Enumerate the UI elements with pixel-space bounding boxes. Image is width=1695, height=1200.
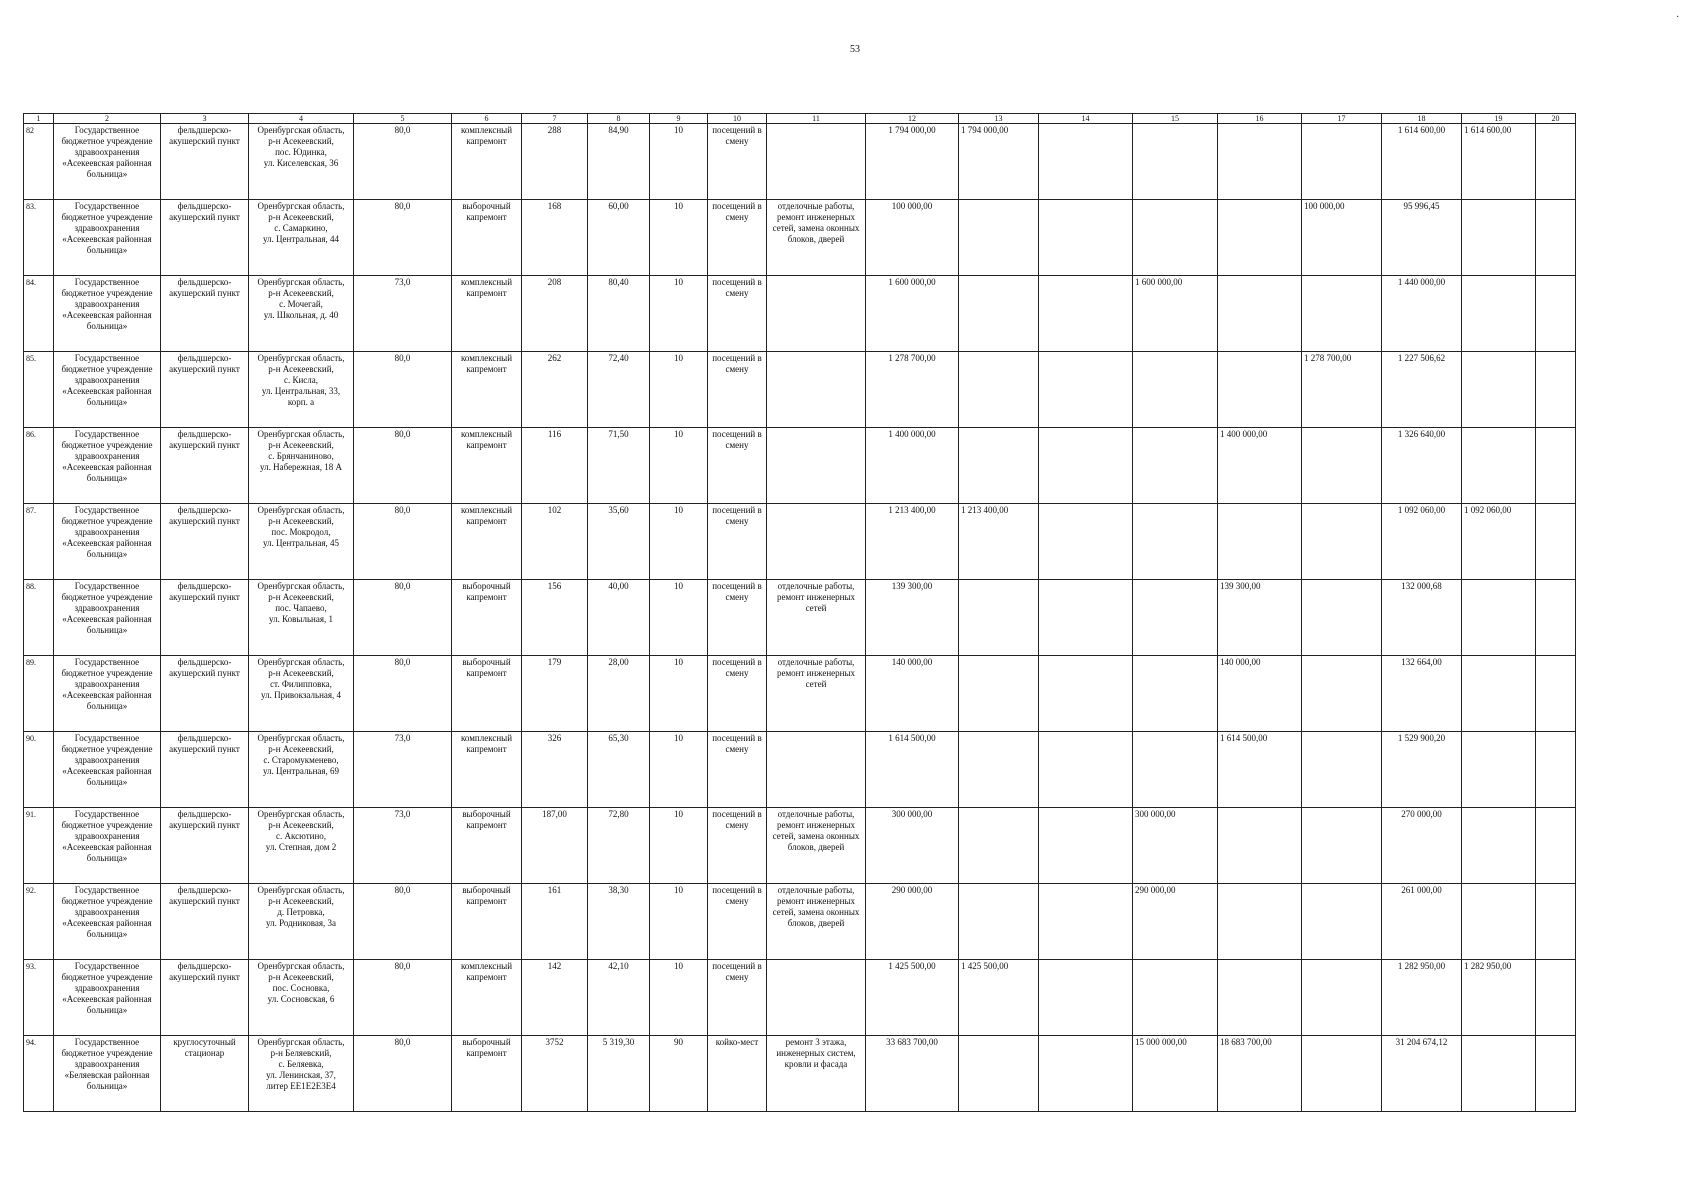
total-amount: 1 213 400,00	[866, 504, 959, 580]
wear-percent: 80,0	[354, 960, 452, 1036]
capacity: 10	[650, 352, 708, 428]
facility-type: фельдшерско- акушерский пункт	[161, 124, 249, 200]
amount-col-13	[959, 580, 1039, 656]
total-amount: 140 000,00	[866, 656, 959, 732]
repair-type: выборочный капремонт	[452, 1036, 522, 1112]
amount-col-14	[1039, 656, 1133, 732]
amount-col-14	[1039, 732, 1133, 808]
wear-percent: 80,0	[354, 200, 452, 276]
amount-col-13	[959, 428, 1039, 504]
total-amount: 300 000,00	[866, 808, 959, 884]
amount-col-17	[1302, 656, 1382, 732]
facility-type: фельдшерско- акушерский пункт	[161, 428, 249, 504]
institution-name: Государственное бюджетное учреждение здравоохранения «Беляевская районная больница»	[54, 1036, 161, 1112]
column-number-6: 6	[452, 114, 522, 124]
capacity: 10	[650, 808, 708, 884]
table-row	[24, 200, 1576, 276]
amount-col-18: 1 529 900,20	[1382, 732, 1462, 808]
table-row	[24, 504, 1576, 580]
area-or-visits: 179	[522, 656, 588, 732]
capacity: 10	[650, 960, 708, 1036]
page-number: 53	[850, 44, 860, 55]
works-description	[767, 504, 866, 580]
amount-col-13: 1 425 500,00	[959, 960, 1039, 1036]
amount-col-19	[1462, 428, 1536, 504]
amount-col-13	[959, 1036, 1039, 1112]
column-number-1: 1	[24, 114, 54, 124]
table-row	[24, 960, 1576, 1036]
total-amount: 1 614 500,00	[866, 732, 959, 808]
capacity-unit: посещений в смену	[708, 580, 767, 656]
works-description: отделочные работы, ремонт инженерных сетей, замена оконных блоков, дверей	[767, 884, 866, 960]
column-number-18: 18	[1382, 114, 1462, 124]
works-description	[767, 960, 866, 1036]
table-row	[24, 580, 1576, 656]
institution-name: Государственное бюджетное учреждение здравоохранения «Асекеевская районная больница»	[54, 884, 161, 960]
capacity-unit: посещений в смену	[708, 124, 767, 200]
address: Оренбургская область, р-н Асекеевский, ст. Филипповка, ул. Привокзальная, 4	[249, 656, 354, 732]
amount-col-20	[1536, 428, 1576, 504]
institution-name: Государственное бюджетное учреждение здравоохранения «Асекеевская районная больница»	[54, 808, 161, 884]
facility-type: фельдшерско- акушерский пункт	[161, 732, 249, 808]
amount-col-14	[1039, 580, 1133, 656]
column-number-19: 19	[1462, 114, 1536, 124]
column-number-header-row	[24, 114, 1576, 124]
row-number: 85.	[24, 352, 54, 428]
area-or-visits: 168	[522, 200, 588, 276]
row-number: 88.	[24, 580, 54, 656]
table-row	[24, 656, 1576, 732]
amount-col-18: 1 092 060,00	[1382, 504, 1462, 580]
amount-col-17	[1302, 276, 1382, 352]
row-number: 91.	[24, 808, 54, 884]
capacity-unit: посещений в смену	[708, 352, 767, 428]
area-or-visits: 3752	[522, 1036, 588, 1112]
address: Оренбургская область, р-н Асекеевский, с. Мочегай, ул. Школьная, д. 40	[249, 276, 354, 352]
amount-col-20	[1536, 656, 1576, 732]
amount-col-17: 1 278 700,00	[1302, 352, 1382, 428]
amount-col-13	[959, 808, 1039, 884]
total-amount: 139 300,00	[866, 580, 959, 656]
capacity-unit: посещений в смену	[708, 276, 767, 352]
repair-type: комплексный капремонт	[452, 124, 522, 200]
amount-col-17: 100 000,00	[1302, 200, 1382, 276]
cost-indicator: 72,40	[588, 352, 650, 428]
works-description: ремонт 3 этажа, инженерных систем, кровли и фасада	[767, 1036, 866, 1112]
repair-type: выборочный капремонт	[452, 580, 522, 656]
area-or-visits: 116	[522, 428, 588, 504]
row-number: 84.	[24, 276, 54, 352]
facility-type: фельдшерско- акушерский пункт	[161, 352, 249, 428]
amount-col-20	[1536, 732, 1576, 808]
amount-col-13	[959, 352, 1039, 428]
wear-percent: 73,0	[354, 732, 452, 808]
amount-col-18: 1 227 506,62	[1382, 352, 1462, 428]
amount-col-19	[1462, 200, 1536, 276]
facility-type: фельдшерско- акушерский пункт	[161, 200, 249, 276]
capacity: 10	[650, 124, 708, 200]
institution-name: Государственное бюджетное учреждение здравоохранения «Асекеевская районная больница»	[54, 504, 161, 580]
amount-col-19	[1462, 808, 1536, 884]
row-number: 90.	[24, 732, 54, 808]
amount-col-16	[1218, 884, 1302, 960]
column-number-16: 16	[1218, 114, 1302, 124]
amount-col-19: 1 614 600,00	[1462, 124, 1536, 200]
amount-col-15: 15 000 000,00	[1133, 1036, 1218, 1112]
wear-percent: 80,0	[354, 656, 452, 732]
capital-repair-table	[23, 113, 1576, 1112]
amount-col-17	[1302, 580, 1382, 656]
capacity-unit: посещений в смену	[708, 960, 767, 1036]
works-description	[767, 124, 866, 200]
facility-type: фельдшерско- акушерский пункт	[161, 276, 249, 352]
row-number: 82	[24, 124, 54, 200]
amount-col-19: 1 092 060,00	[1462, 504, 1536, 580]
repair-type: выборочный капремонт	[452, 884, 522, 960]
amount-col-20	[1536, 200, 1576, 276]
amount-col-14	[1039, 276, 1133, 352]
amount-col-19	[1462, 884, 1536, 960]
column-number-20: 20	[1536, 114, 1576, 124]
works-description	[767, 352, 866, 428]
cost-indicator: 71,50	[588, 428, 650, 504]
table-row	[24, 124, 1576, 200]
amount-col-17	[1302, 504, 1382, 580]
amount-col-15	[1133, 504, 1218, 580]
works-description	[767, 428, 866, 504]
capacity-unit: посещений в смену	[708, 732, 767, 808]
cost-indicator: 40,00	[588, 580, 650, 656]
total-amount: 1 400 000,00	[866, 428, 959, 504]
amount-col-16	[1218, 276, 1302, 352]
repair-type: выборочный капремонт	[452, 808, 522, 884]
amount-col-13	[959, 276, 1039, 352]
address: Оренбургская область, р-н Беляевский, с. Беляевка, ул. Ленинская, 37, литер ЕЕ1Е2Е3Е4	[249, 1036, 354, 1112]
wear-percent: 80,0	[354, 352, 452, 428]
institution-name: Государственное бюджетное учреждение здравоохранения «Асекеевская районная больница»	[54, 276, 161, 352]
repair-type: выборочный капремонт	[452, 200, 522, 276]
amount-col-17	[1302, 1036, 1382, 1112]
amount-col-14	[1039, 884, 1133, 960]
amount-col-13	[959, 884, 1039, 960]
column-number-11: 11	[767, 114, 866, 124]
capacity-unit: посещений в смену	[708, 428, 767, 504]
total-amount: 100 000,00	[866, 200, 959, 276]
amount-col-20	[1536, 808, 1576, 884]
amount-col-14	[1039, 808, 1133, 884]
amount-col-14	[1039, 352, 1133, 428]
institution-name: Государственное бюджетное учреждение здравоохранения «Асекеевская районная больница»	[54, 580, 161, 656]
capacity: 10	[650, 732, 708, 808]
address: Оренбургская область, р-н Асекеевский, с. Самаркино, ул. Центральная, 44	[249, 200, 354, 276]
repair-type: выборочный капремонт	[452, 656, 522, 732]
amount-col-18: 1 440 000,00	[1382, 276, 1462, 352]
address: Оренбургская область, р-н Асекеевский, пос. Мокродол, ул. Центральная, 45	[249, 504, 354, 580]
amount-col-15	[1133, 656, 1218, 732]
institution-name: Государственное бюджетное учреждение здравоохранения «Асекеевская районная больница»	[54, 124, 161, 200]
amount-col-17	[1302, 732, 1382, 808]
area-or-visits: 288	[522, 124, 588, 200]
total-amount: 1 425 500,00	[866, 960, 959, 1036]
amount-col-15	[1133, 960, 1218, 1036]
amount-col-20	[1536, 124, 1576, 200]
address: Оренбургская область, р-н Асекеевский, пос. Сосновка, ул. Сосновская, 6	[249, 960, 354, 1036]
cost-indicator: 38,30	[588, 884, 650, 960]
works-description: отделочные работы, ремонт инженерных сетей	[767, 656, 866, 732]
total-amount: 1 794 000,00	[866, 124, 959, 200]
capacity: 10	[650, 656, 708, 732]
address: Оренбургская область, р-н Асекеевский, д. Петровка, ул. Родниковая, 3а	[249, 884, 354, 960]
capacity-unit: посещений в смену	[708, 656, 767, 732]
column-number-7: 7	[522, 114, 588, 124]
amount-col-16	[1218, 124, 1302, 200]
amount-col-15	[1133, 352, 1218, 428]
amount-col-19: 1 282 950,00	[1462, 960, 1536, 1036]
capacity-unit: койко-мест	[708, 1036, 767, 1112]
works-description: отделочные работы, ремонт инженерных сетей, замена оконных блоков, дверей	[767, 200, 866, 276]
capacity-unit: посещений в смену	[708, 200, 767, 276]
address: Оренбургская область, р-н Асекеевский, с. Старомукменево, ул. Центральная, 69	[249, 732, 354, 808]
total-amount: 1 278 700,00	[866, 352, 959, 428]
capacity-unit: посещений в смену	[708, 884, 767, 960]
institution-name: Государственное бюджетное учреждение здравоохранения «Асекеевская районная больница»	[54, 656, 161, 732]
area-or-visits: 156	[522, 580, 588, 656]
amount-col-14	[1039, 504, 1133, 580]
amount-col-20	[1536, 884, 1576, 960]
amount-col-15: 1 600 000,00	[1133, 276, 1218, 352]
amount-col-13	[959, 732, 1039, 808]
amount-col-18: 132 664,00	[1382, 656, 1462, 732]
amount-col-18: 261 000,00	[1382, 884, 1462, 960]
column-number-17: 17	[1302, 114, 1382, 124]
wear-percent: 73,0	[354, 276, 452, 352]
works-description: отделочные работы, ремонт инженерных сетей, замена оконных блоков, дверей	[767, 808, 866, 884]
column-number-4: 4	[249, 114, 354, 124]
amount-col-16	[1218, 352, 1302, 428]
amount-col-15	[1133, 732, 1218, 808]
amount-col-14	[1039, 428, 1133, 504]
column-number-14: 14	[1039, 114, 1133, 124]
column-number-13: 13	[959, 114, 1039, 124]
amount-col-16: 139 300,00	[1218, 580, 1302, 656]
capacity-unit: посещений в смену	[708, 808, 767, 884]
column-number-10: 10	[708, 114, 767, 124]
address: Оренбургская область, р-н Асекеевский, пос. Чапаево, ул. Ковыльная, 1	[249, 580, 354, 656]
capacity: 10	[650, 580, 708, 656]
area-or-visits: 187,00	[522, 808, 588, 884]
area-or-visits: 326	[522, 732, 588, 808]
amount-col-20	[1536, 276, 1576, 352]
amount-col-18: 1 282 950,00	[1382, 960, 1462, 1036]
cost-indicator: 72,80	[588, 808, 650, 884]
amount-col-15: 300 000,00	[1133, 808, 1218, 884]
amount-col-18: 95 996,45	[1382, 200, 1462, 276]
repair-type: комплексный капремонт	[452, 504, 522, 580]
amount-col-16	[1218, 200, 1302, 276]
amount-col-17	[1302, 884, 1382, 960]
amount-col-14	[1039, 124, 1133, 200]
wear-percent: 80,0	[354, 1036, 452, 1112]
address: Оренбургская область, р-н Асекеевский, с. Аксютино, ул. Степная, дом 2	[249, 808, 354, 884]
address: Оренбургская область, р-н Асекеевский, с. Кисла, ул. Центральная, 33, корп. а	[249, 352, 354, 428]
area-or-visits: 142	[522, 960, 588, 1036]
row-number: 94.	[24, 1036, 54, 1112]
column-number-15: 15	[1133, 114, 1218, 124]
capacity: 10	[650, 428, 708, 504]
column-number-3: 3	[161, 114, 249, 124]
amount-col-15	[1133, 124, 1218, 200]
amount-col-19	[1462, 656, 1536, 732]
facility-type: фельдшерско- акушерский пункт	[161, 884, 249, 960]
amount-col-16: 1 400 000,00	[1218, 428, 1302, 504]
facility-type: фельдшерско- акушерский пункт	[161, 960, 249, 1036]
table-row	[24, 808, 1576, 884]
amount-col-17	[1302, 808, 1382, 884]
wear-percent: 73,0	[354, 808, 452, 884]
column-number-9: 9	[650, 114, 708, 124]
table-row	[24, 276, 1576, 352]
amount-col-20	[1536, 1036, 1576, 1112]
row-number: 89.	[24, 656, 54, 732]
cost-indicator: 65,30	[588, 732, 650, 808]
capacity: 10	[650, 200, 708, 276]
amount-col-16: 1 614 500,00	[1218, 732, 1302, 808]
area-or-visits: 161	[522, 884, 588, 960]
institution-name: Государственное бюджетное учреждение здравоохранения «Асекеевская районная больница»	[54, 428, 161, 504]
total-amount: 33 683 700,00	[866, 1036, 959, 1112]
institution-name: Государственное бюджетное учреждение здравоохранения «Асекеевская районная больница»	[54, 200, 161, 276]
amount-col-18: 1 614 600,00	[1382, 124, 1462, 200]
amount-col-20	[1536, 504, 1576, 580]
repair-type: комплексный капремонт	[452, 352, 522, 428]
amount-col-14	[1039, 200, 1133, 276]
row-number: 86.	[24, 428, 54, 504]
amount-col-17	[1302, 960, 1382, 1036]
address: Оренбургская область, р-н Асекеевский, с. Брянчаниново, ул. Набережная, 18 А	[249, 428, 354, 504]
column-number-8: 8	[588, 114, 650, 124]
page-corner-mark: ·	[1676, 12, 1680, 23]
facility-type: фельдшерско- акушерский пункт	[161, 504, 249, 580]
works-description	[767, 276, 866, 352]
cost-indicator: 5 319,30	[588, 1036, 650, 1112]
column-number-2: 2	[54, 114, 161, 124]
amount-col-17	[1302, 428, 1382, 504]
amount-col-16: 140 000,00	[1218, 656, 1302, 732]
column-number-12: 12	[866, 114, 959, 124]
wear-percent: 80,0	[354, 428, 452, 504]
works-description	[767, 732, 866, 808]
amount-col-14	[1039, 960, 1133, 1036]
amount-col-16	[1218, 504, 1302, 580]
wear-percent: 80,0	[354, 884, 452, 960]
amount-col-15	[1133, 428, 1218, 504]
amount-col-19	[1462, 352, 1536, 428]
total-amount: 290 000,00	[866, 884, 959, 960]
amount-col-20	[1536, 960, 1576, 1036]
amount-col-19	[1462, 732, 1536, 808]
amount-col-18: 270 000,00	[1382, 808, 1462, 884]
cost-indicator: 84,90	[588, 124, 650, 200]
row-number: 83.	[24, 200, 54, 276]
amount-col-15: 290 000,00	[1133, 884, 1218, 960]
institution-name: Государственное бюджетное учреждение здравоохранения «Асекеевская районная больница»	[54, 960, 161, 1036]
amount-col-14	[1039, 1036, 1133, 1112]
capacity-unit: посещений в смену	[708, 504, 767, 580]
facility-type: фельдшерско- акушерский пункт	[161, 580, 249, 656]
institution-name: Государственное бюджетное учреждение здравоохранения «Асекеевская районная больница»	[54, 732, 161, 808]
amount-col-15	[1133, 580, 1218, 656]
repair-type: комплексный капремонт	[452, 276, 522, 352]
table-row	[24, 1036, 1576, 1112]
cost-indicator: 28,00	[588, 656, 650, 732]
repair-type: комплексный капремонт	[452, 960, 522, 1036]
area-or-visits: 262	[522, 352, 588, 428]
amount-col-19	[1462, 1036, 1536, 1112]
facility-type: круглосуточный стационар	[161, 1036, 249, 1112]
cost-indicator: 80,40	[588, 276, 650, 352]
amount-col-13	[959, 656, 1039, 732]
cost-indicator: 42,10	[588, 960, 650, 1036]
wear-percent: 80,0	[354, 580, 452, 656]
cost-indicator: 60,00	[588, 200, 650, 276]
amount-col-13: 1 213 400,00	[959, 504, 1039, 580]
amount-col-18: 1 326 640,00	[1382, 428, 1462, 504]
facility-type: фельдшерско- акушерский пункт	[161, 808, 249, 884]
table-row	[24, 428, 1576, 504]
amount-col-18: 31 204 674,12	[1382, 1036, 1462, 1112]
wear-percent: 80,0	[354, 504, 452, 580]
row-number: 92.	[24, 884, 54, 960]
amount-col-16: 18 683 700,00	[1218, 1036, 1302, 1112]
wear-percent: 80,0	[354, 124, 452, 200]
capacity: 10	[650, 884, 708, 960]
repair-type: комплексный капремонт	[452, 732, 522, 808]
table-row	[24, 732, 1576, 808]
amount-col-15	[1133, 200, 1218, 276]
area-or-visits: 102	[522, 504, 588, 580]
amount-col-13: 1 794 000,00	[959, 124, 1039, 200]
address: Оренбургская область, р-н Асекеевский, пос. Юдинка, ул. Киселевская, 36	[249, 124, 354, 200]
cost-indicator: 35,60	[588, 504, 650, 580]
capacity: 10	[650, 504, 708, 580]
amount-col-18: 132 000,68	[1382, 580, 1462, 656]
capacity: 90	[650, 1036, 708, 1112]
amount-col-19	[1462, 580, 1536, 656]
column-number-5: 5	[354, 114, 452, 124]
amount-col-17	[1302, 124, 1382, 200]
area-or-visits: 208	[522, 276, 588, 352]
amount-col-19	[1462, 276, 1536, 352]
amount-col-16	[1218, 808, 1302, 884]
amount-col-13	[959, 200, 1039, 276]
works-description: отделочные работы, ремонт инженерных сетей	[767, 580, 866, 656]
amount-col-20	[1536, 352, 1576, 428]
row-number: 93.	[24, 960, 54, 1036]
facility-type: фельдшерско- акушерский пункт	[161, 656, 249, 732]
table-row	[24, 884, 1576, 960]
row-number: 87.	[24, 504, 54, 580]
capacity: 10	[650, 276, 708, 352]
amount-col-16	[1218, 960, 1302, 1036]
amount-col-20	[1536, 580, 1576, 656]
table-row	[24, 352, 1576, 428]
total-amount: 1 600 000,00	[866, 276, 959, 352]
institution-name: Государственное бюджетное учреждение здравоохранения «Асекеевская районная больница»	[54, 352, 161, 428]
repair-type: комплексный капремонт	[452, 428, 522, 504]
